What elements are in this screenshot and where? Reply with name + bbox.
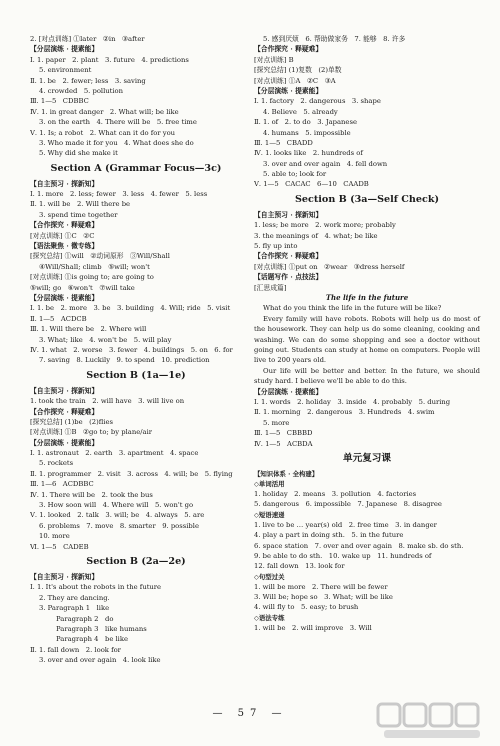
answer-line: Ⅰ. 1. paper 2. plant 3. future 4. predictions bbox=[30, 55, 189, 64]
answer-line: 5. dangerous 6. impossible 7. Japanese 8. disagree bbox=[254, 500, 442, 509]
answer-line: 9. be able to do sth. 10. wake up 11. hundreds of bbox=[254, 551, 432, 560]
answer-line: [汇思成篇] bbox=[254, 283, 287, 292]
answer-line: [探究总结] (1)be (2)flies bbox=[30, 417, 113, 426]
answer-line: [对点训练] B bbox=[254, 55, 294, 64]
answer-line: [对点训练] ①A ②C ③A bbox=[254, 76, 336, 85]
answer-line: 5. more bbox=[263, 418, 290, 427]
left-column bbox=[30, 34, 242, 665]
answer-line: 10. more bbox=[39, 532, 70, 541]
right-column bbox=[254, 34, 480, 633]
answer-line: Ⅳ. 1. looks like 2. hundreds of bbox=[254, 149, 363, 158]
answer-line: Ⅴ. 1. looked 2. talk 3. will; be 4. always 5. are bbox=[30, 511, 205, 520]
answer-line: 5. Why did she make it bbox=[39, 149, 118, 158]
answer-line: Ⅵ. 1—5 CADEB bbox=[30, 542, 89, 551]
answer-line: 5. fly up into bbox=[254, 242, 298, 251]
page-number: — 57 — bbox=[212, 708, 288, 719]
essay-title: The life in the future bbox=[325, 292, 409, 302]
answer-line: Ⅰ. 1. be 2. more 3. be 3. building 4. Will; ride 5. visit bbox=[30, 304, 231, 313]
section-tag: 【分层演练 · 提素能】 bbox=[254, 387, 323, 396]
answer-line: [对点训练] ①put on ②wear ③dress herself bbox=[254, 262, 405, 271]
answer-line: Ⅳ. 1. There will be 2. took the bus bbox=[30, 490, 153, 499]
answer-line: Ⅱ. 1. will be 2. Will there be bbox=[30, 200, 131, 209]
answer-line: Ⅰ. 1. It's about the robots in the future bbox=[30, 583, 162, 592]
watermark-logo bbox=[376, 700, 488, 740]
answer-line: [对点训练] ①C ②C bbox=[30, 231, 95, 240]
answer-line: 1. took the train 2. will have 3. will live on bbox=[30, 397, 185, 406]
answer-line: 3. over and over again 4. fell down bbox=[263, 159, 388, 168]
section-tag: 【分层演练 · 提素能】 bbox=[30, 438, 99, 447]
answer-line: 1. less; be more 2. work more; probably bbox=[254, 221, 396, 230]
answer-line: Ⅳ. 1—5 ACBDA bbox=[254, 439, 313, 448]
answer-line: 1. live to be … year(s) old 2. free time 3. in danger bbox=[254, 520, 437, 529]
section-tag: 【自主预习 · 探新知】 bbox=[30, 179, 99, 188]
answer-line: 4. humans 5. impossible bbox=[263, 128, 351, 137]
answer-line: Ⅴ. 1. Is; a robot 2. What can it do for you bbox=[30, 128, 176, 137]
answer-line: 3. Will be; hope so 3. What; will be like bbox=[254, 593, 393, 602]
answer-line: 1. will be 2. will improve 3. Will bbox=[254, 623, 372, 632]
section-tag: 【分层演练 · 提素能】 bbox=[30, 293, 99, 302]
section-tag: 【语法聚焦 · 微专练】 bbox=[30, 242, 99, 251]
section-tag: 【分层演练 · 提素能】 bbox=[254, 86, 323, 95]
answer-line: 5. environment bbox=[39, 66, 92, 75]
answer-line: Ⅱ. 1. be 2. fewer; less 3. saving bbox=[30, 76, 146, 85]
answer-line: 4. will fly to 5. easy; to brush bbox=[254, 603, 359, 612]
answer-line: 3. on the earth 4. There will be 5. free time bbox=[39, 118, 197, 127]
answer-line: Ⅲ. 1—5 CBBBD bbox=[254, 429, 313, 438]
answer-line: [对点训练] ①B ②go to; by plane/air bbox=[30, 428, 152, 437]
answer-line: ④Will/Shall; climb ⑤will; won't bbox=[39, 262, 150, 271]
answer-line: 1. will be more 2. There will be fewer bbox=[254, 582, 388, 591]
answer-line: [探究总结] (1)复数 (2)单数 bbox=[254, 66, 342, 75]
answer-line: Ⅲ. 1—5 CBADD bbox=[254, 138, 313, 147]
answer-line: 5. able to; look for bbox=[263, 170, 327, 179]
answer-line: [探究总结] ①will ②动词原形 ③Will/Shall bbox=[30, 252, 170, 261]
section-heading: Section A (Grammar Focus—3c) bbox=[50, 162, 222, 174]
answer-line: 6. problems 7. move 8. smarter 9. possible bbox=[39, 521, 199, 530]
answer-line: 3. Who made it for you 4. What does she do bbox=[39, 138, 194, 147]
essay-paragraph: What do you think the life in the future will be like? bbox=[263, 304, 442, 313]
answer-line: 3. over and over again 4. look like bbox=[39, 656, 161, 665]
section-tag: 【自主预习 · 探新知】 bbox=[254, 210, 323, 219]
answer-line: Ⅰ. 1. factory 2. dangerous 3. shape bbox=[254, 97, 381, 106]
section-heading: Section B (3a—Self Check) bbox=[294, 193, 440, 205]
section-tag: 【合作探究 · 释疑难】 bbox=[30, 221, 99, 230]
answer-line: 3. spend time together bbox=[39, 210, 118, 219]
answer-line: Ⅱ. 1—5 ACDCB bbox=[30, 314, 87, 323]
section-tag: 【合作探究 · 释疑难】 bbox=[254, 252, 323, 261]
answer-line: Ⅴ. 1—5 CACAC 6—10 CAADB bbox=[254, 180, 369, 189]
section-tag: 【自主预习 · 探新知】 bbox=[30, 386, 99, 395]
answer-line: 6. space station 7. over and over again 8. make sb. do sth. bbox=[254, 541, 464, 550]
section-tag: 【合作探究 · 释疑难】 bbox=[30, 407, 99, 416]
answer-line: 7. saving 8. Luckily 9. to spend 10. prediction bbox=[39, 356, 210, 365]
section-tag: 【分层演练 · 提素能】 bbox=[30, 45, 99, 54]
answer-line: [对点训练] ①is going to; are going to bbox=[30, 273, 154, 282]
answer-line: Ⅰ. 1. astronaut 2. earth 3. apartment 4. space bbox=[30, 449, 199, 458]
answer-line: Ⅱ. 1. fall down 2. look for bbox=[30, 645, 121, 654]
answer-line: Ⅰ. 1. words 2. holiday 3. inside 4. probably 5. during bbox=[254, 398, 451, 407]
section-heading: 单元复习课 bbox=[343, 452, 391, 464]
answer-line: 5. 感到厌烦 6. 帮助做家务 7. 能够 8. 许多 bbox=[263, 35, 406, 43]
answer-line: Ⅰ. 1. more 2. less; fewer 3. less 4. fewer 5. less bbox=[30, 190, 208, 199]
answer-line: ⑤will; go ⑥won't ⑦will take bbox=[30, 283, 135, 292]
answer-line: 4. play a part in doing sth. 5. in the future bbox=[254, 531, 404, 540]
essay-paragraph: Every family will have robots. Robots will help us do most of the housework. They can help us do some cleaning, cooking and washing. We can do some shopping and see a doctor without going out. Students can study at home on computers. People will live to 200 years old. bbox=[254, 314, 480, 365]
answer-line: 3. Paragraph 1 like bbox=[39, 604, 110, 613]
answer-line: Paragraph 4 be like bbox=[56, 635, 128, 644]
section-heading: Section B (2a—2e) bbox=[86, 555, 186, 567]
section-heading: Section B (1a—1e) bbox=[86, 369, 186, 381]
section-tag: 【自主预习 · 探新知】 bbox=[30, 572, 99, 581]
section-tag: 【话题写作 · 点技法】 bbox=[254, 273, 323, 282]
answer-line: Ⅱ. 1. of 2. to do 3. Japanese bbox=[254, 118, 357, 127]
answer-line: 5. rockets bbox=[39, 459, 74, 468]
answer-line: Ⅳ. 1. what 2. worse 3. fewer 4. buildings 5. on 6. for bbox=[30, 345, 233, 354]
answer-line: Ⅱ. 1. programmer 2. visit 3. across 4. will; be 5. flying bbox=[30, 469, 233, 478]
answer-line: 3. the meanings of 4. what; be like bbox=[254, 231, 378, 240]
answer-line: Ⅳ. 1. in great danger 2. What will; be like bbox=[30, 107, 179, 116]
answer-line: 4. Believe 5. already bbox=[263, 107, 338, 116]
answer-line: Paragraph 3 like humans bbox=[56, 624, 147, 633]
sub-heading: ◇句型过关 bbox=[254, 572, 285, 581]
answer-line: 12. fall down 13. look for bbox=[254, 562, 345, 571]
answer-line: 2. [对点训练] ①later ②in ③after bbox=[30, 35, 145, 43]
answer-line: Ⅲ. 1. Will there be 2. Where will bbox=[30, 325, 147, 334]
answer-line: Ⅱ. 1. morning 2. dangerous 3. Hundreds 4. swim bbox=[254, 408, 435, 417]
answer-line: 3. What; like 4. won't be 5. will play bbox=[39, 335, 172, 344]
answer-line: Ⅲ. 1—5 CDBBC bbox=[30, 97, 89, 106]
answer-line: 4. crowded 5. pollution bbox=[39, 86, 124, 95]
section-tag: 【合作探究 · 释疑难】 bbox=[254, 45, 323, 54]
answer-line: Paragraph 2 do bbox=[56, 614, 114, 623]
answer-line: 1. holiday 2. means 3. pollution 4. factories bbox=[254, 489, 417, 498]
sub-heading: 【知识体系 · 全构建】 bbox=[254, 469, 319, 478]
sub-heading: ◇语法专练 bbox=[254, 613, 285, 622]
sub-heading: ◇单词活用 bbox=[254, 479, 285, 488]
essay-paragraph: Our life will be better and better. In the future, we should study hard. I believe we'll be able to do this. bbox=[254, 366, 480, 386]
answer-line: 2. They are dancing. bbox=[39, 593, 110, 602]
answer-line: Ⅲ. 1—6 ACDBBC bbox=[30, 480, 94, 489]
answer-line: 3. How soon will 4. Where will 5. won't go bbox=[39, 501, 194, 510]
sub-heading: ◇短语速递 bbox=[254, 510, 285, 519]
